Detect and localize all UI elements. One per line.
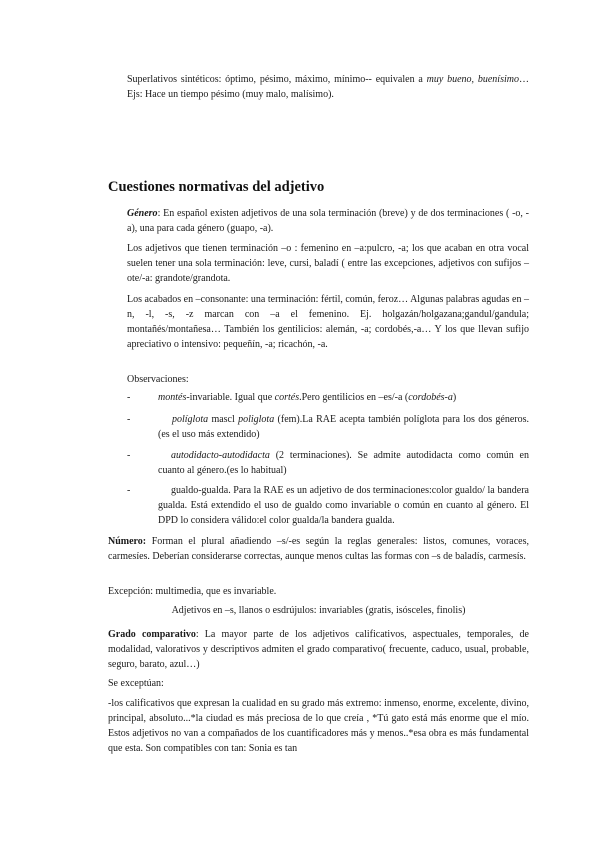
numero-paragraph — [108, 534, 529, 564]
superlativos-lead: Superlativos sintéticos: óptimo, pésimo, máximo, mínimo-- equivalen a — [127, 74, 427, 85]
grado-label: Grado comparativo — [108, 629, 196, 640]
list-item-autodidacto — [127, 448, 529, 478]
superlativos-tail: … Ejs: Hace un tiempo pésimo (muy malo, malísimo). — [127, 74, 529, 100]
observaciones-label: Observaciones: — [127, 374, 189, 385]
section-heading: Cuestiones normativas del adjetivo — [108, 179, 325, 195]
genero-text: : En español existen adjetivos de una sola terminación (breve) y de dos terminaciones ( -o, -a), una para cada género (guapo, -a). — [127, 208, 529, 234]
excepcion-paragraph: Excepción: multimedia, que es invariable. — [108, 586, 277, 597]
term-cortes: cortés — [274, 392, 300, 403]
list-dash: - — [127, 485, 131, 496]
superlativos-italic: muy bueno, buenísimo — [426, 74, 519, 85]
numero-text: Forman el plural añadiendo –s/-es según la reglas generales: listos, comunes, voraces, carmesíes. Deberían considerarse correctas, aunque menos cultas las formas con –s de baladís, carmesís. — [108, 536, 529, 562]
esdrujulos-line: Adjetivos en –s, llanos o esdrújulos: invariables (gratis, isósceles, finolis) — [171, 605, 466, 616]
term-autodidacto: autodidacto-autodidacta — [171, 450, 270, 461]
exceptuan-paragraph: Se exceptúan: — [108, 678, 164, 689]
superlativos-paragraph — [127, 72, 529, 102]
consonante-paragraph: Los acabados en –consonante: una terminación: fértil, común, feroz… Algunas palabras agudas en –n, -l, -s, -z marcan con –a el femenino. Ej. holgazán/holgazana;gandul/gandula; montañés/montañesa… También los gentilicios: alemán, -a; cordobés,-a… Y los que llevan sufijo apreciativo o intensivo: pequeñín, -a; ricachón, -a. — [127, 294, 529, 350]
list-item-text: montés-invariable. Igual que cortés.Pero gentilicios en –es/-a (cordobés-a) — [158, 392, 457, 403]
list-dash: - — [127, 392, 131, 403]
list-item-montes — [127, 390, 529, 405]
numero-label: Número: — [108, 536, 147, 547]
list-item-text: políglota mascl poliglota (fem).La RAE acepta también políglota para los dos géneros.(es el uso más extendido) — [158, 414, 529, 440]
grado-paragraph — [108, 627, 529, 672]
genero-label: Género — [127, 208, 158, 219]
term-poliglota: políglota — [172, 414, 209, 425]
genero-paragraph — [127, 206, 529, 236]
term-poliglota-fem: poliglota — [238, 414, 275, 425]
list-dash: - — [127, 414, 131, 425]
calificativos-paragraph: -los calificativos que expresan la cualidad en su grado más extremo: inmenso, enorme, excelente, divino, principal, absoluto...*la ciudad es más preciosa de lo que creía , *Tú gato está más enorme que el mío. Estos adjetivos no van a compañados de los cuantificadores más y menos..*esa obra es más fundamental que esta. Son compatibles con tan: Sonia es tan — [108, 698, 529, 754]
terminacion-o-paragraph: Los adjetivos que tienen terminación –o : femenino en –a:pulcro, -a; los que acaban en otra vocal suelen tener una sola terminación: leve, cursi, baladí ( entre las excepciones, adjetivos con sufijos –ote/-a: grandote/grandota. — [127, 243, 529, 284]
grado-text: : La mayor parte de los adjetivos calificativos, aspectuales, temporales, de modalidad, valorativos y descriptivos admiten el grado comparativo( frecuente, caduco, usual, probable, seguro, barato, azul…) — [108, 629, 529, 670]
term-montes: montés — [158, 392, 187, 403]
list-item-text: autodidacto-autodidacta (2 terminaciones). Se admite autodidacta como común en cuanto al género.(es lo habitual) — [158, 450, 529, 476]
list-item-gualdo — [127, 483, 529, 528]
list-item-poliglota — [127, 412, 529, 442]
term-cordobes: cordobés-a — [408, 392, 453, 403]
list-dash: - — [127, 450, 131, 461]
list-item-text: gualdo-gualda. Para la RAE es un adjetivo de dos terminaciones:color gualdo/ la bandera gualda. Está extendido el uso de gualdo como invariable o común en cuanto al género. El DPD lo considera válido:el color gualda/la bandera gualda. — [158, 485, 529, 526]
